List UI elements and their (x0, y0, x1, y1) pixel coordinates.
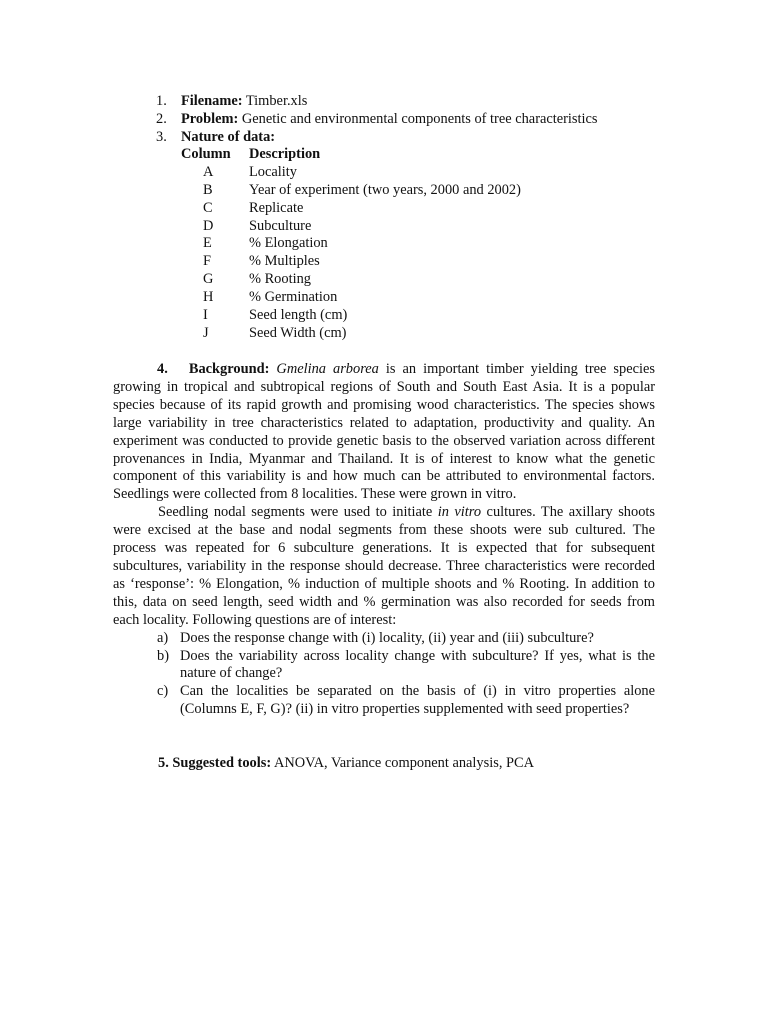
item-number: 1. (156, 93, 167, 109)
column-description: Subculture (249, 217, 312, 234)
column-description: Seed Width (cm) (249, 324, 347, 341)
item-label: Problem: (181, 110, 239, 127)
question-item (113, 683, 655, 719)
column-letter: J (203, 324, 209, 341)
column-description: % Rooting (249, 271, 311, 288)
item-value: Timber.xls (242, 93, 308, 109)
column-letter: C (203, 199, 213, 216)
suggested-tools (158, 755, 534, 773)
column-letter: G (203, 271, 214, 288)
species-name: Gmelina arborea (276, 361, 379, 377)
italic-term: in vitro (437, 504, 482, 521)
description-header: Description (249, 146, 321, 162)
paragraph-text: Seedling nodal segments were used to initiate (158, 504, 438, 521)
item-nature-of-data (156, 129, 676, 147)
column-letter: B (203, 181, 213, 198)
background-number: 4. (157, 361, 168, 377)
column-header: Column (181, 146, 231, 162)
column-description: % Germination (249, 289, 338, 306)
column-description: Seed length (cm) (249, 307, 348, 324)
background-text: is an important timber yielding tree species growing in tropical and subtropical regions of South and South East Asia. It is a popular species because of its rapid growth and promising wood characteristics. The species shows large variability in tree characteristics related to adaptation, productivity and quality. An experiment was conducted to provide genetic basis to the observed variation across different provenances in India, Myanmar and Thailand. It is of interest to know what the genetic component of this variability is and how much can be attributed to environmental factors. Seedlings were collected from 8 localities. These were grown in vitro. (113, 361, 655, 503)
item-number: 3. (156, 128, 167, 145)
column-description: Replicate (249, 199, 304, 216)
questions-list (113, 630, 655, 720)
question-marker: c) (157, 683, 169, 700)
column-letter: F (203, 253, 212, 270)
column-description: % Elongation (249, 235, 328, 252)
question-item (113, 648, 655, 684)
question-marker: b) (157, 647, 169, 664)
paragraph-text: cultures. The axillary shoots were excised at the base and nodal segments from these shoots were sub cultured. The process was repeated for 6 subculture generations. It is expected that for subsequent subcultures, variability in the response should decrease. Three characteristics were recorded as ‘response’: % Elongation, % induction of multiple shoots and % Rooting. In addition to this, data on seed length, seed width and % germination was also recorded for seeds from each locality. Following questions are of interest: (113, 504, 655, 628)
background-paragraph-1 (113, 361, 655, 504)
question-text: Does the response change with (i) locality, (ii) year and (iii) subculture? (180, 629, 594, 646)
column-description: % Multiples (249, 253, 320, 270)
column-letter: E (203, 235, 212, 252)
item-number: 2. (156, 110, 167, 127)
column-letter: D (203, 217, 214, 234)
column-letter: A (203, 163, 214, 180)
question-text: Can the localities be separated on the basis of (i) in vitro properties alone (Columns E, F, G)? (ii) in vitro properties supplemented with seed properties? (180, 683, 655, 718)
question-marker: a) (157, 629, 169, 646)
background-label: Background: (188, 361, 270, 377)
background-paragraph-2 (113, 504, 655, 629)
column-letter: H (203, 289, 214, 306)
tools-label: 5. Suggested tools: (158, 755, 272, 771)
question-item (113, 630, 655, 648)
item-problem (156, 111, 676, 129)
item-label: Filename: (181, 93, 243, 109)
background-section (113, 361, 655, 719)
header-list (156, 93, 676, 147)
question-text: Does the variability across locality change with subculture? If yes, what is the nature of change? (180, 647, 655, 682)
item-value: Genetic and environmental components of tree characteristics (238, 110, 598, 127)
tools-value: ANOVA, Variance component analysis, PCA (271, 755, 535, 771)
column-description: Locality (249, 163, 297, 180)
column-letter: I (203, 307, 208, 324)
item-label: Nature of data: (181, 128, 276, 145)
column-description: Year of experiment (two years, 2000 and 2002) (249, 181, 521, 198)
item-filename (156, 93, 676, 111)
